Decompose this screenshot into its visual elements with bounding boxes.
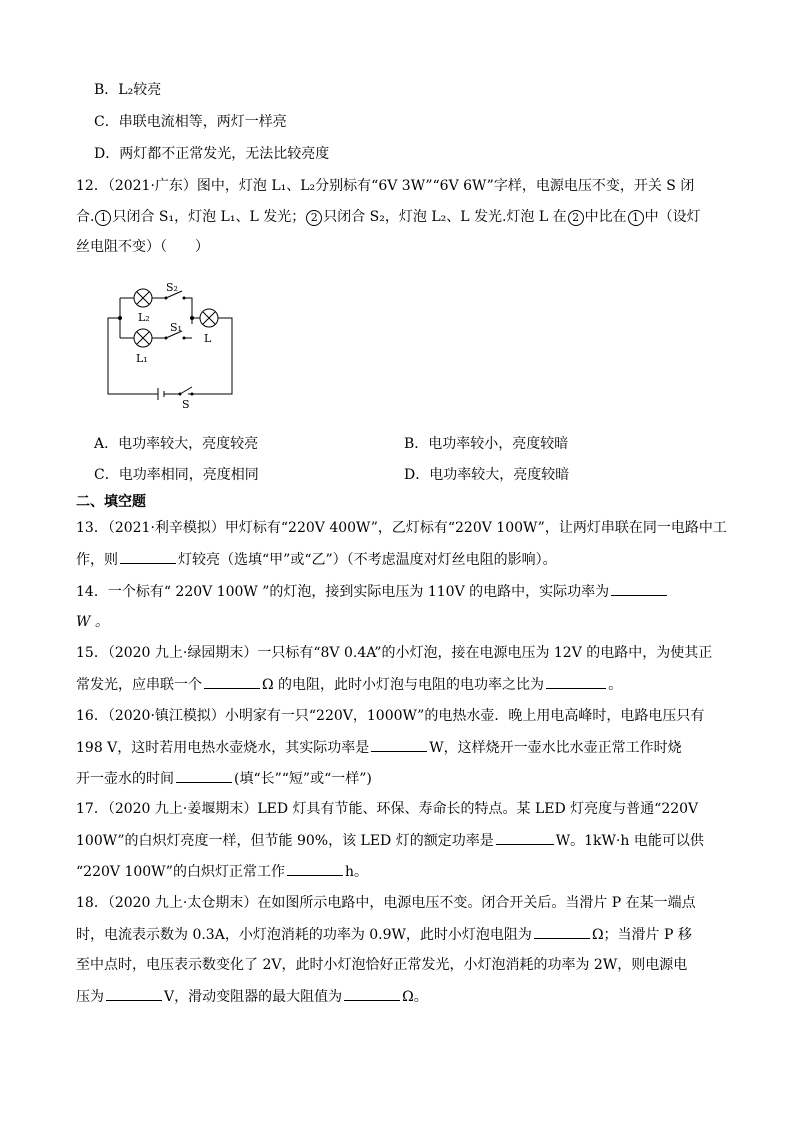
q16-blank-1[interactable]: [371, 737, 427, 752]
q12-option-c[interactable]: C．电功率相同，亮度相同: [94, 467, 259, 483]
q18-line1: 18．（2020 九上·太仓期末）在如图所示电路中，电源电压不变。闭合开关后。当滑片 P 在某一端点: [76, 895, 696, 911]
q17-line1: 17．（2020 九上·姜堰期末）LED 灯具有节能、环保、寿命长的特点。某 LED 灯亮度与普通“220V: [76, 801, 699, 817]
q18-text: Ω。: [402, 989, 428, 1005]
q14-line2: W 。: [76, 614, 109, 630]
q12-option-b[interactable]: B．电功率较小，亮度较暗: [404, 436, 569, 452]
q12-text: 中（设灯: [644, 209, 701, 225]
q17-text: “220V 100W”的白炽灯正常工作: [76, 864, 285, 880]
q13-text: 灯较亮（选填“甲”或“乙”）（不考虑温度对灯丝电阻的影响）。: [178, 552, 557, 568]
q18-text: V，滑动变阻器的最大阻值为: [164, 989, 343, 1005]
q18-text: Ω；当滑片 P 移: [591, 927, 692, 943]
q15-line2: [76, 674, 622, 695]
section-heading: 二、填空题: [76, 494, 146, 510]
q17-blank-1[interactable]: [496, 830, 554, 845]
q16-text: 198 V，这时若用电热水壶烧水，其实际功率是: [76, 740, 370, 756]
lamp-l1-icon: [134, 329, 152, 347]
q15-blank-2[interactable]: [546, 674, 606, 689]
label-s: S: [182, 398, 190, 411]
circled-1-icon: 1: [628, 210, 644, 226]
q16-text: W，这样烧开一壶水比水壶正常工作时烧: [429, 740, 682, 756]
q18-line4: [76, 986, 428, 1007]
q14-blank[interactable]: [611, 581, 667, 596]
q12-stem-line3: 丝电阻不变）（ ）: [76, 239, 209, 255]
circuit-diagram: [100, 278, 240, 412]
q16-text: (填“长”“短”或“一样”): [234, 771, 372, 787]
q18-blank-3[interactable]: [344, 986, 400, 1001]
q16-line1: 16．（2020·镇江模拟）小明家有一只“220V，1000W”的电热水壶．晚上用电高峰时，电路电压只有: [76, 708, 705, 724]
q16-line3: [76, 768, 372, 789]
q11-option-b[interactable]: B．L₂较亮: [94, 82, 162, 98]
q13-blank[interactable]: [120, 549, 176, 564]
label-s1: S₁: [170, 321, 182, 334]
q15-text: Ω 的电阻，此时小灯泡与电阻的电功率之比为: [262, 677, 545, 693]
q16-blank-2[interactable]: [176, 768, 232, 783]
q12-text: 中比在: [584, 209, 627, 225]
circled-2-icon: 2: [306, 210, 322, 226]
q15-text: 。: [608, 677, 623, 693]
q18-text: 时，电流表示数为 0.3A，小灯泡消耗的功率为 0.9W，此时小灯泡电阻为: [76, 927, 532, 943]
label-s2: S₂: [166, 281, 178, 294]
label-l: L: [204, 332, 212, 345]
q12-stem-line2: [76, 207, 701, 227]
q15-line1: 15．（2020 九上·绿园期末）一只标有“8V 0.4A”的小灯泡，接在电源电压为 12V 的电路中，为使其正: [76, 645, 713, 661]
circled-1-icon: 1: [95, 210, 111, 226]
q12-option-a[interactable]: A．电功率较大，亮度较亮: [94, 436, 259, 452]
lamp-l-icon: [200, 309, 218, 327]
label-l2: L₂: [138, 311, 150, 324]
q17-text: W。1kW·h 电能可以供: [555, 833, 704, 849]
q18-line3: 至中点时，电压表示数变化了 2V，此时小灯泡恰好正常发光，小灯泡消耗的功率为 2W，则电源电: [76, 957, 688, 973]
q13-line2: [76, 549, 557, 570]
q14-text: 14．一个标有“ 220V 100W ”的灯泡，接到实际电压为 110V 的电路中，实际功率为: [76, 584, 610, 600]
q12-option-d[interactable]: D．电功率较大，亮度较暗: [404, 467, 570, 483]
q15-blank-1[interactable]: [204, 674, 260, 689]
q15-text: 常发光，应串联一个: [76, 677, 202, 693]
q12-text: 只闭合 S₁，灯泡 L₁、L 发光；: [112, 209, 306, 225]
q12-text: 合.: [76, 209, 95, 225]
q17-line3: [76, 861, 368, 882]
label-l1: L₁: [136, 352, 148, 365]
q12-text: 只闭合 S₂，灯泡 L₂、L 发光.灯泡 L 在: [323, 209, 567, 225]
q17-blank-2[interactable]: [287, 861, 343, 876]
q18-text: 压为: [76, 989, 104, 1005]
q11-option-d[interactable]: D．两灯都不正常发光，无法比较亮度: [94, 146, 330, 162]
q17-text: h。: [344, 864, 368, 880]
q16-text: 开一壶水的时间: [76, 771, 174, 787]
q13-line1: 13．（2021·利辛模拟）甲灯标有“220V 400W”，乙灯标有“220V 100W”，让两灯串联在同一电路中工: [76, 520, 727, 536]
q17-text: 100W”的白炽灯亮度一样，但节能 90%，该 LED 灯的额定功率是: [76, 833, 494, 849]
q12-stem-line1: 12．（2021·广东）图中，灯泡 L₁、L₂分别标有“6V 3W”“6V 6W”字样，电源电压不变，开关 S 闭: [76, 178, 695, 194]
q13-text: 作，则: [76, 552, 118, 568]
q18-line2: [76, 924, 692, 945]
q14-line1: [76, 581, 669, 602]
circled-2-icon: 2: [568, 210, 584, 226]
q18-blank-1[interactable]: [534, 924, 590, 939]
q11-option-c[interactable]: C．串联电流相等，两灯一样亮: [94, 114, 287, 130]
lamp-l2-icon: [134, 289, 152, 307]
q17-line2: [76, 830, 704, 851]
q18-blank-2[interactable]: [106, 986, 162, 1001]
q16-line2: [76, 737, 682, 758]
